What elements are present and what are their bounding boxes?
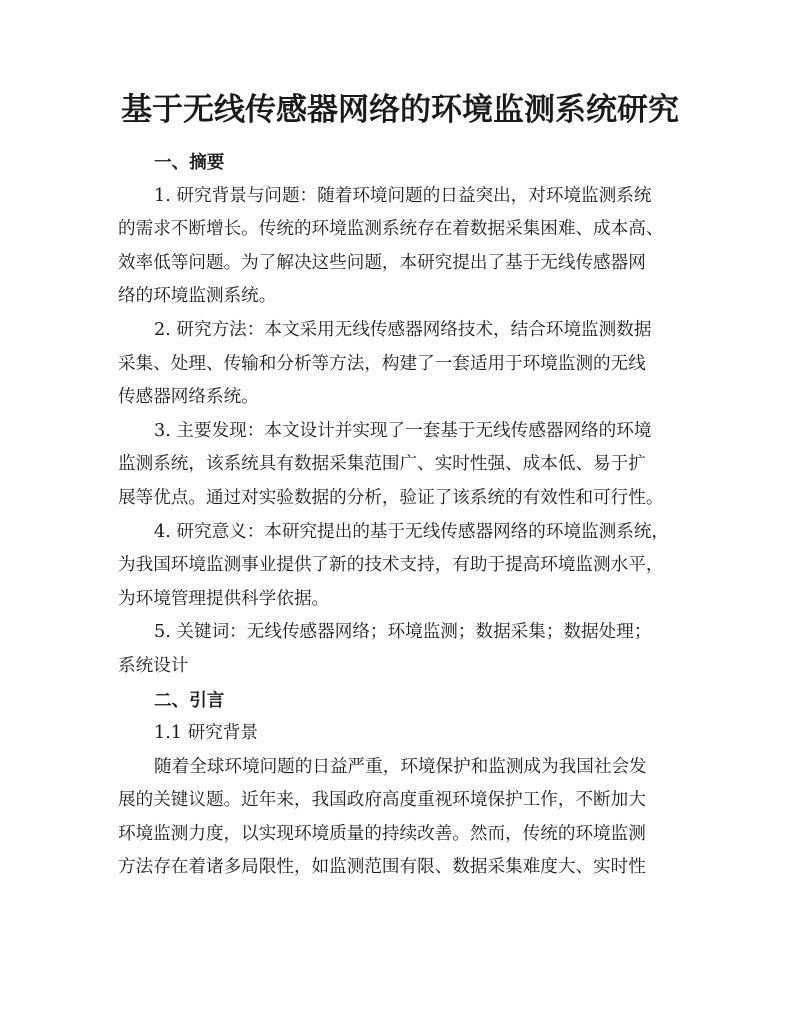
paragraph-line: 络的环境监测系统。 bbox=[118, 286, 277, 307]
paragraph-line: 的需求不断增长。传统的环境监测系统存在着数据采集困难、成本高、 bbox=[118, 219, 664, 240]
paragraph-line: 4. 研究意义：本研究提出的基于无线传感器网络的环境监测系统， bbox=[154, 521, 670, 542]
section-heading-introduction: 二、引言 bbox=[154, 689, 225, 711]
paragraph-line: 3. 主要发现：本文设计并实现了一套基于无线传感器网络的环境 bbox=[154, 420, 652, 441]
paragraph-line: 传感器网络系统。 bbox=[118, 387, 259, 408]
paragraph-line: 环境监测力度，以实现环境质量的持续改善。然而，传统的环境监测 bbox=[118, 823, 646, 844]
paragraph-line: 采集、处理、传输和分析等方法，构建了一套适用于环境监测的无线 bbox=[118, 353, 646, 374]
document-title: 基于无线传感器网络的环境监测系统研究 bbox=[121, 92, 679, 128]
paragraph-line: 监测系统，该系统具有数据采集范围广、实时性强、成本低、易于扩 bbox=[118, 454, 646, 475]
document-body bbox=[118, 146, 690, 885]
paragraph-line: 5. 关键词：无线传感器网络；环境监测；数据采集；数据处理； bbox=[154, 622, 652, 643]
paragraph-line: 展等优点。通过对实验数据的分析，验证了该系统的有效性和可行性。 bbox=[118, 487, 664, 508]
paragraph-line: 方法存在着诸多局限性，如监测范围有限、数据采集难度大、实时性 bbox=[118, 857, 646, 878]
paragraph-line: 展的关键议题。近年来，我国政府高度重视环境保护工作，不断加大 bbox=[118, 790, 646, 811]
paragraph-line: 为环境管理提供科学依据。 bbox=[118, 588, 330, 609]
paragraph-line: 为我国环境监测事业提供了新的技术支持，有助于提高环境监测水平， bbox=[118, 555, 664, 576]
paragraph-line: 1. 研究背景与问题：随着环境问题的日益突出，对环境监测系统 bbox=[154, 185, 652, 206]
subsection-heading: 1.1 研究背景 bbox=[154, 723, 258, 744]
paragraph-line: 效率低等问题。为了解决这些问题，本研究提出了基于无线传感器网 bbox=[118, 252, 646, 273]
paragraph-line: 随着全球环境问题的日益严重，环境保护和监测成为我国社会发 bbox=[154, 756, 647, 777]
paragraph-line: 系统设计 bbox=[118, 655, 189, 676]
section-heading-abstract: 一、摘要 bbox=[154, 152, 225, 173]
paragraph-line: 2. 研究方法：本文采用无线传感器网络技术，结合环境监测数据 bbox=[154, 319, 652, 340]
